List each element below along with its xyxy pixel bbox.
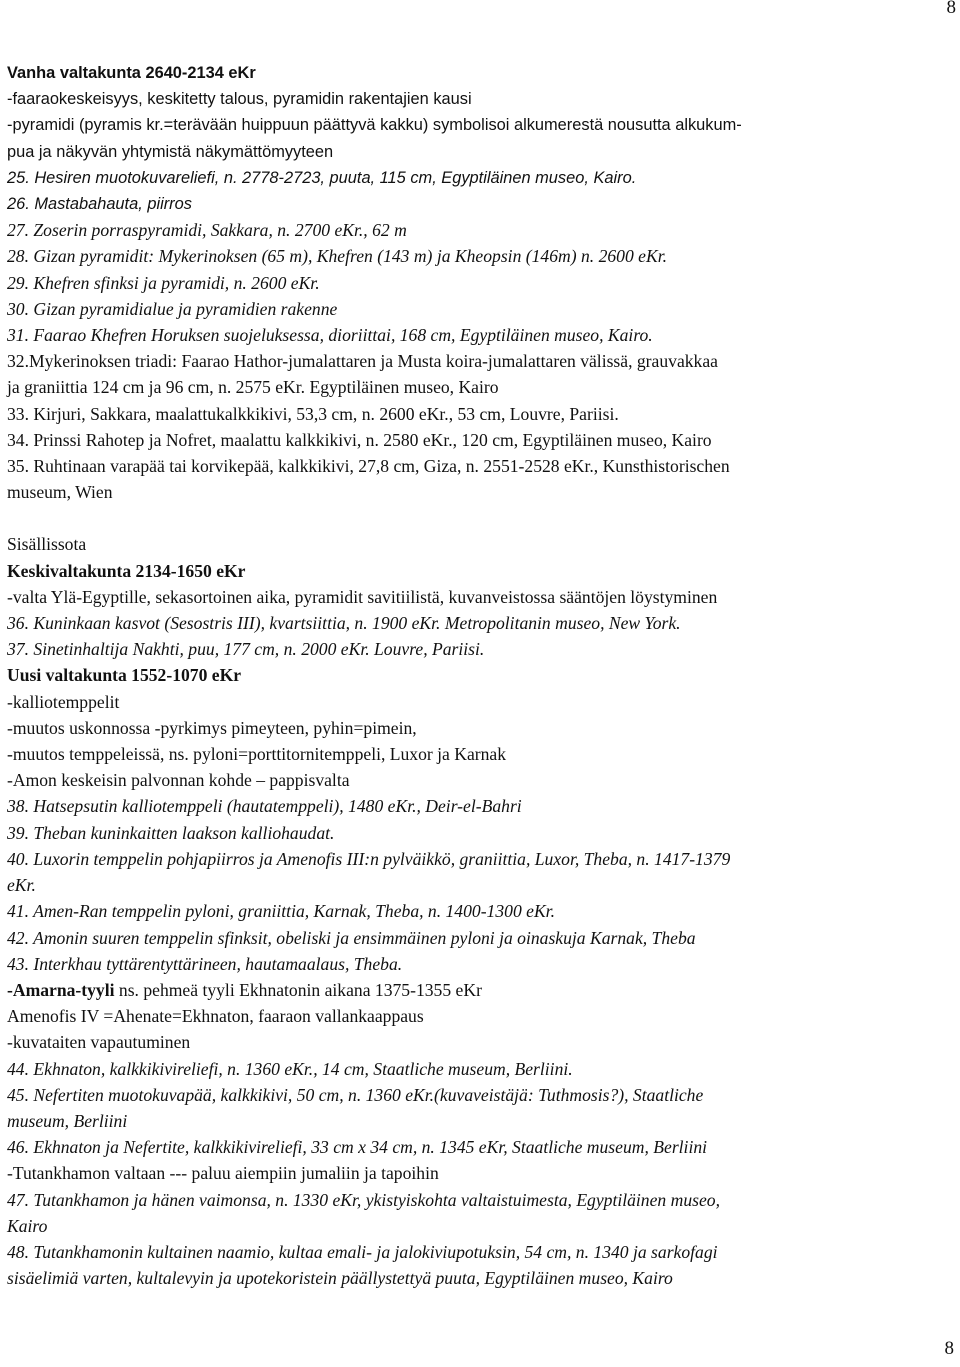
text-line: Amenofis IV =Ahenate=Ekhnaton, faaraon vallankaappaus	[7, 1006, 424, 1027]
section-heading-old-kingdom: Vanha valtakunta 2640-2134 eKr	[7, 64, 256, 82]
text-line: -muutos temppeleissä, ns. pyloni=porttitornitemppeli, Luxor ja Karnak	[7, 744, 507, 765]
image-caption-29: 29. Khefren sfinksi ja pyramidi, n. 2600 eKr.	[7, 272, 320, 293]
image-caption-47: 47. Tutankhamon ja hänen vaimonsa, n. 1330 eKr, ykistyiskohta valtaistuimesta, Egyptiläinen museo,	[7, 1189, 720, 1210]
section-label-civil-war: Sisällissota	[7, 534, 87, 555]
page-number-top: 8	[946, 0, 956, 18]
page-number-bottom: 8	[944, 1338, 954, 1359]
image-caption-39: 39. Theban kuninkaitten laakson kalliohaudat.	[7, 822, 335, 843]
text-line: -kuvataiten vapautuminen	[7, 1032, 191, 1053]
image-caption-33: 33. Kirjuri, Sakkara, maalattukalkkikivi, 53,3 cm, n. 2600 eKr., 53 cm, Louvre, Pariisi.	[7, 403, 619, 424]
text-line: -Tutankhamon valtaan --- paluu aiempiin jumaliin ja tapoihin	[7, 1163, 439, 1184]
image-caption-48: 48. Tutankhamonin kultainen naamio, kultaa emali- ja jalokiviupotuksin, 54 cm, n. 1340 ja sarkofagi	[7, 1241, 718, 1262]
amarna-style-label: -Amarna-tyyli	[7, 979, 115, 1000]
text-line: -muutos uskonnossa -pyrkimys pimeyteen, pyhin=pimein,	[7, 717, 417, 738]
image-caption-35: 35. Ruhtinaan varapää tai korvikepää, kalkkikivi, 27,8 cm, Giza, n. 2551-2528 eKr., Kunsthistorischen	[7, 456, 730, 477]
amarna-line	[7, 977, 951, 1003]
image-caption-48-cont: sisäelimiä varten, kultalevyin ja upotekoristein päällystettyä puuta, Egyptiläinen museo, Kairo	[7, 1268, 673, 1289]
image-caption-26: 26. Mastabahauta, piirros	[7, 195, 192, 214]
section-heading-new-kingdom: Uusi valtakunta 1552-1070 eKr	[7, 665, 242, 686]
image-caption-47-cont: Kairo	[7, 1215, 48, 1236]
amarna-style-text: ns. pehmeä tyyli Ekhnatonin aikana 1375-1355 eKr	[114, 979, 482, 1000]
image-caption-46: 46. Ekhnaton ja Nefertite, kalkkikivireliefi, 33 cm x 34 cm, n. 1345 eKr, Staatliche museum, Berliini	[7, 1137, 708, 1158]
image-caption-37: 37. Sinetinhaltija Nakhti, puu, 177 cm, n. 2000 eKr. Louvre, Pariisi.	[7, 639, 485, 660]
text-line: -Amon keskeisin palvonnan kohde – pappisvalta	[7, 770, 350, 791]
image-caption-25: 25. Hesiren muotokuvareliefi, n. 2778-2723, puuta, 115 cm, Egyptiläinen museo, Kairo.	[7, 168, 637, 187]
image-caption-36: 36. Kuninkaan kasvot (Sesostris III), kvartsiittia, n. 1900 eKr. Metropolitanin museo, New York.	[7, 613, 681, 634]
image-caption-35-cont: museum, Wien	[7, 482, 113, 503]
image-caption-30: 30. Gizan pyramidialue ja pyramidien rakenne	[7, 298, 338, 319]
image-caption-43: 43. Interkhau tyttärentyttärineen, hautamaalaus, Theba.	[7, 953, 403, 974]
image-caption-45: 45. Nefertiten muotokuvapää, kalkkikivi, 50 cm, n. 1360 eKr.(kuvaveistäjä: Tuthmosis?), Staatliche	[7, 1084, 704, 1105]
document-body	[7, 60, 951, 1291]
text-line: -pyramidi (pyramis kr.=terävään huippuun päättyvä kakku) symbolisoi alkumerestä nousutta alkukum-	[7, 116, 742, 135]
image-caption-40-cont: eKr.	[7, 875, 36, 896]
image-caption-40: 40. Luxorin temppelin pohjapiirros ja Amenofis III:n pylväikkö, graniittia, Luxor, Theba, n. 1417-1379	[7, 848, 731, 869]
image-caption-45-cont: museum, Berliini	[7, 1110, 128, 1131]
text-line: -faaraokeskeisyys, keskitetty talous, pyramidin rakentajien kausi	[7, 90, 472, 109]
image-caption-32: 32.Mykerinoksen triadi: Faarao Hathor-jumalattaren ja Musta koira-jumalattaren välissä, grauvakkaa	[7, 351, 718, 372]
image-caption-44: 44. Ekhnaton, kalkkikivireliefi, n. 1360 eKr., 14 cm, Staatliche museum, Berliini.	[7, 1058, 573, 1079]
image-caption-31: 31. Faarao Khefren Horuksen suojeluksessa, dioriittai, 168 cm, Egyptiläinen museo, Kairo.	[7, 325, 653, 346]
image-caption-27: 27. Zoserin porraspyramidi, Sakkara, n. 2700 eKr., 62 m	[7, 220, 407, 241]
image-caption-38: 38. Hatsepsutin kalliotemppeli (hautatemppeli), 1480 eKr., Deir-el-Bahri	[7, 796, 522, 817]
image-caption-34: 34. Prinssi Rahotep ja Nofret, maalattu kalkkikivi, n. 2580 eKr., 120 cm, Egyptiläinen museo, Kairo	[7, 429, 712, 450]
section-heading-middle-kingdom: Keskivaltakunta 2134-1650 eKr	[7, 560, 246, 581]
text-line: -kalliotemppelit	[7, 691, 120, 712]
image-caption-32-cont: ja graniittia 124 cm ja 96 cm, n. 2575 eKr. Egyptiläinen museo, Kairo	[7, 377, 499, 398]
image-caption-42: 42. Amonin suuren temppelin sfinksit, obeliski ja ensimmäinen pyloni ja oinaskuja Karnak, Theba	[7, 927, 696, 948]
image-caption-41: 41. Amen-Ran temppelin pyloni, graniittia, Karnak, Theba, n. 1400-1300 eKr.	[7, 901, 555, 922]
image-caption-28: 28. Gizan pyramidit: Mykerinoksen (65 m), Khefren (143 m) ja Kheopsin (146m) n. 2600 eKr.	[7, 246, 667, 267]
text-line: -valta Ylä-Egyptille, sekasortoinen aika, pyramidit savitiilistä, kuvanveistossa sääntöjen löystyminen	[7, 586, 718, 607]
text-line: pua ja näkyvän yhtymistä näkymättömyyteen	[7, 142, 334, 161]
